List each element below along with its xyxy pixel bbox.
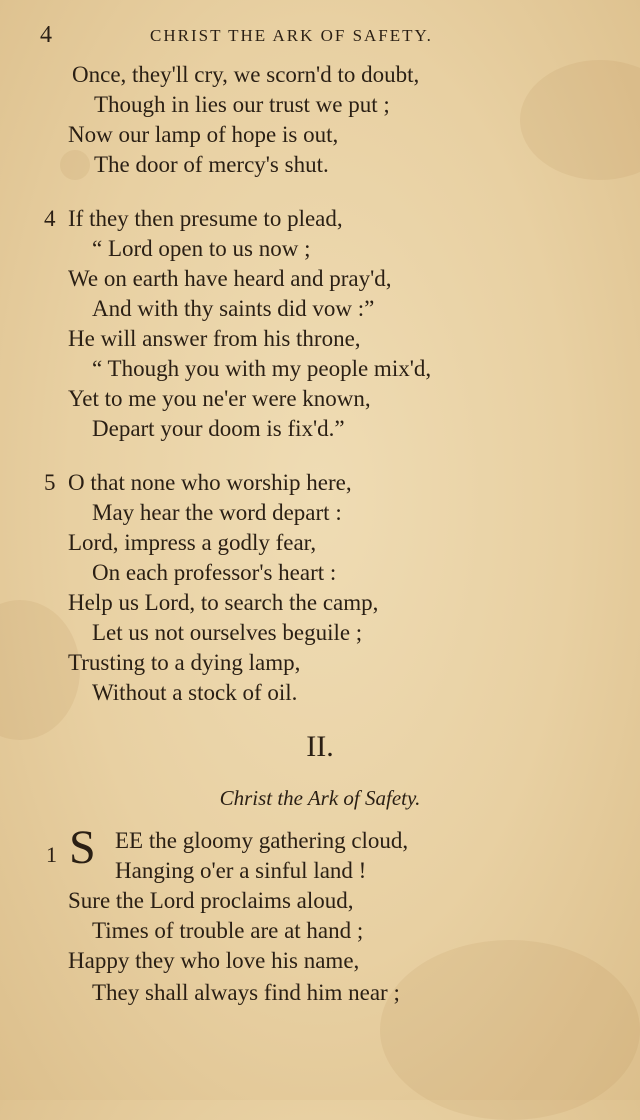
verse-line: Hanging o'er a sinful land ! — [115, 858, 367, 883]
stanza-number: 5 — [44, 470, 56, 495]
verse-line: O that none who worship here, — [68, 470, 352, 495]
verse-line: Let us not ourselves beguile ; — [92, 620, 363, 645]
verse-line: They shall always find him near ; — [92, 980, 400, 1005]
verse-line: On each professor's heart : — [92, 560, 337, 585]
verse-line: Once, they'll cry, we scorn'd to doubt, — [72, 62, 420, 87]
hymn-title: Christ the Ark of Safety. — [219, 786, 421, 810]
verse-line: If they then presume to plead, — [68, 206, 343, 231]
verse-line: Now our lamp of hope is out, — [68, 122, 339, 147]
hymn-number: II. — [306, 730, 334, 763]
verse-line: Yet to me you ne'er were known, — [68, 386, 371, 411]
verse-line: Trusting to a dying lamp, — [68, 650, 301, 675]
verse-line: “ Lord open to us now ; — [92, 236, 311, 261]
verse-line: Happy they who love his name, — [68, 948, 360, 973]
running-title: CHRIST THE ARK OF SAFETY. — [150, 26, 433, 45]
drop-cap: S — [69, 821, 96, 874]
verse-line: May hear the word depart : — [92, 500, 342, 525]
stanza-number: 4 — [44, 206, 56, 231]
verse-line: Though in lies our trust we put ; — [94, 92, 390, 117]
page-number: 4 — [40, 22, 52, 48]
verse-line: Times of trouble are at hand ; — [92, 918, 364, 943]
verse-line: Without a stock of oil. — [92, 680, 298, 705]
verse-line: The door of mercy's shut. — [94, 152, 329, 177]
verse-line: EE the gloomy gathering cloud, — [115, 828, 409, 853]
verse-line: Lord, impress a godly fear, — [68, 530, 317, 555]
verse-line: We on earth have heard and pray'd, — [68, 266, 392, 291]
verse-line: He will answer from his throne, — [68, 326, 361, 351]
stanza-number: 1 — [46, 842, 57, 867]
page-header — [0, 22, 640, 52]
verse-line: Sure the Lord proclaims aloud, — [68, 888, 354, 913]
verse-line: Help us Lord, to search the camp, — [68, 590, 379, 615]
verse-line: Depart your doom is fix'd.” — [92, 416, 345, 441]
verse-line: “ Though you with my people mix'd, — [92, 356, 432, 381]
verse-line: And with thy saints did vow :” — [92, 296, 375, 321]
